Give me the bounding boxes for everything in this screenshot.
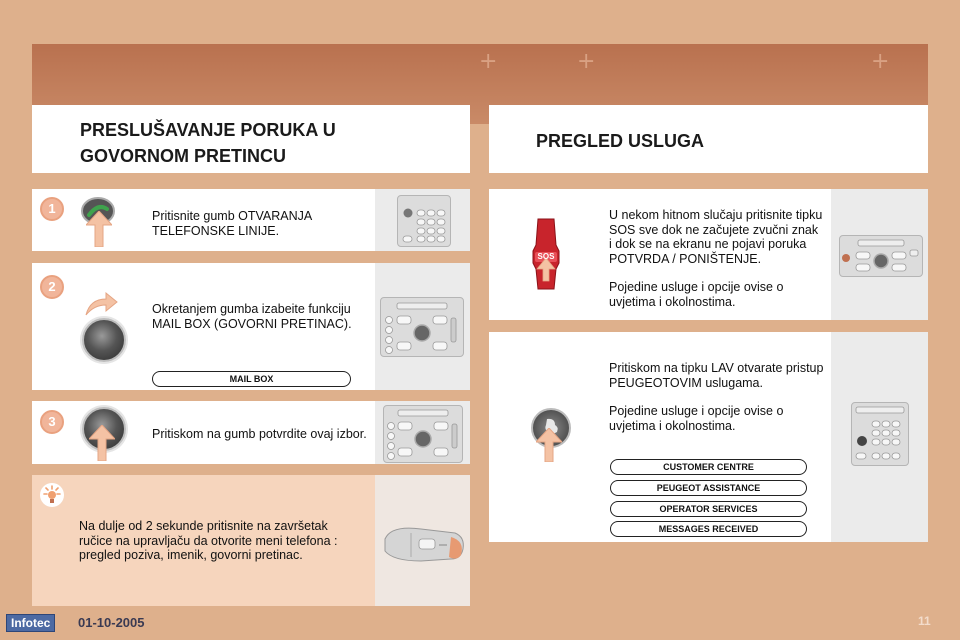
step-2-panel — [32, 263, 470, 390]
spacer — [609, 390, 823, 404]
services-line2: PEUGEOTOVIM uslugama. — [609, 375, 763, 390]
customer-centre-option[interactable]: CUSTOMER CENTRE — [610, 459, 807, 475]
sos-line3: i dok se na ekranu ne pojavi poruka — [609, 237, 807, 251]
sos-line2: SOS sve dok ne začujete zvučni znak — [609, 222, 819, 237]
step-2-line1: Okretanjem gumba izabeite funkciju — [152, 302, 351, 316]
curved-arrow-icon — [84, 291, 118, 317]
left-title-line1: PRESLUŠAVANJE PORUKA U — [80, 120, 336, 140]
step-1-text — [152, 209, 312, 238]
stalk-thumbnail — [375, 475, 470, 606]
tip-line2: ručice na upravljaču da otvorite meni telefona : — [79, 533, 338, 548]
left-title-line2: GOVORNOM PRETINCU — [80, 146, 287, 166]
sos-line6: uvjetima i okolnostima. — [609, 294, 736, 309]
step-2-line2: MAIL BOX (GOVORNI PRETINAC). — [152, 316, 352, 331]
step-badge: 1 — [40, 197, 64, 221]
lightbulb-icon — [40, 483, 64, 507]
sos-line1: U nekom hitnom slučaju pritisnite tipku — [609, 208, 823, 222]
arrow-up-icon — [89, 425, 115, 461]
radio-device-icon — [383, 405, 463, 463]
radio-device-icon — [839, 235, 923, 277]
mail-box-option[interactable]: MAIL BOX — [152, 371, 351, 387]
radio-device-icon — [380, 297, 464, 357]
tip-panel — [32, 475, 470, 606]
footer-date: 01-10-2005 — [78, 615, 145, 630]
sos-line5: Pojedine usluge i opcije ovise o — [609, 280, 784, 294]
step-badge: 3 — [40, 410, 64, 434]
radio-thumbnail — [375, 401, 470, 464]
rotary-knob-icon — [82, 318, 126, 362]
services-text — [609, 361, 823, 433]
arrow-up-icon — [536, 428, 562, 462]
keypad-device-icon — [851, 402, 909, 466]
plus-ornament: + — [479, 49, 498, 74]
infotec-logo: Infotec — [6, 614, 55, 632]
page-number: 11 — [918, 614, 931, 628]
sos-button-icon — [529, 217, 563, 291]
spacer — [609, 266, 822, 280]
right-header — [489, 105, 928, 173]
arrow-up-icon — [86, 211, 112, 247]
plus-ornament: + — [871, 49, 890, 74]
step-3-text: Pritiskom na gumb potvrdite ovaj izbor. — [152, 427, 367, 441]
tip-text — [79, 519, 337, 563]
radio-thumbnail — [831, 189, 928, 320]
services-line4: uvjetima i okolnostima. — [609, 418, 736, 433]
sos-label: SOS — [537, 252, 555, 261]
sos-line4: POTVRDA / PONIŠTENJE. — [609, 251, 762, 266]
keypad-thumbnail — [375, 189, 470, 251]
services-line1: Pritiskom na tipku LAV otvarate pristup — [609, 361, 824, 375]
plus-ornament: + — [577, 49, 596, 74]
steering-stalk-icon — [381, 511, 467, 571]
keypad-device-icon — [397, 195, 451, 247]
sos-panel — [489, 189, 928, 320]
messages-received-option[interactable]: MESSAGES RECEIVED — [610, 521, 807, 537]
step-1-line1: Pritisnite gumb OTVARANJA — [152, 209, 313, 223]
right-title: PREGLED USLUGA — [536, 131, 705, 151]
tip-line1: Na dulje od 2 sekunde pritisnite na završetak — [79, 519, 328, 533]
step-3-panel — [32, 401, 470, 464]
radio-thumbnail — [375, 263, 470, 390]
operator-services-option[interactable]: OPERATOR SERVICES — [610, 501, 807, 517]
keypad-thumbnail — [831, 332, 928, 542]
services-line3: Pojedine usluge i opcije ovise o — [609, 404, 784, 418]
step-1-panel — [32, 189, 470, 251]
step-1-line2: TELEFONSKE LINIJE. — [152, 223, 280, 238]
step-badge: 2 — [40, 275, 64, 299]
tip-line3: pregled poziva, imenik, govorni pretinac. — [79, 548, 303, 562]
step-2-text — [152, 302, 352, 331]
sos-text — [609, 208, 822, 309]
peugeot-assistance-option[interactable]: PEUGEOT ASSISTANCE — [610, 480, 807, 496]
left-header — [32, 105, 470, 173]
services-panel — [489, 332, 928, 542]
